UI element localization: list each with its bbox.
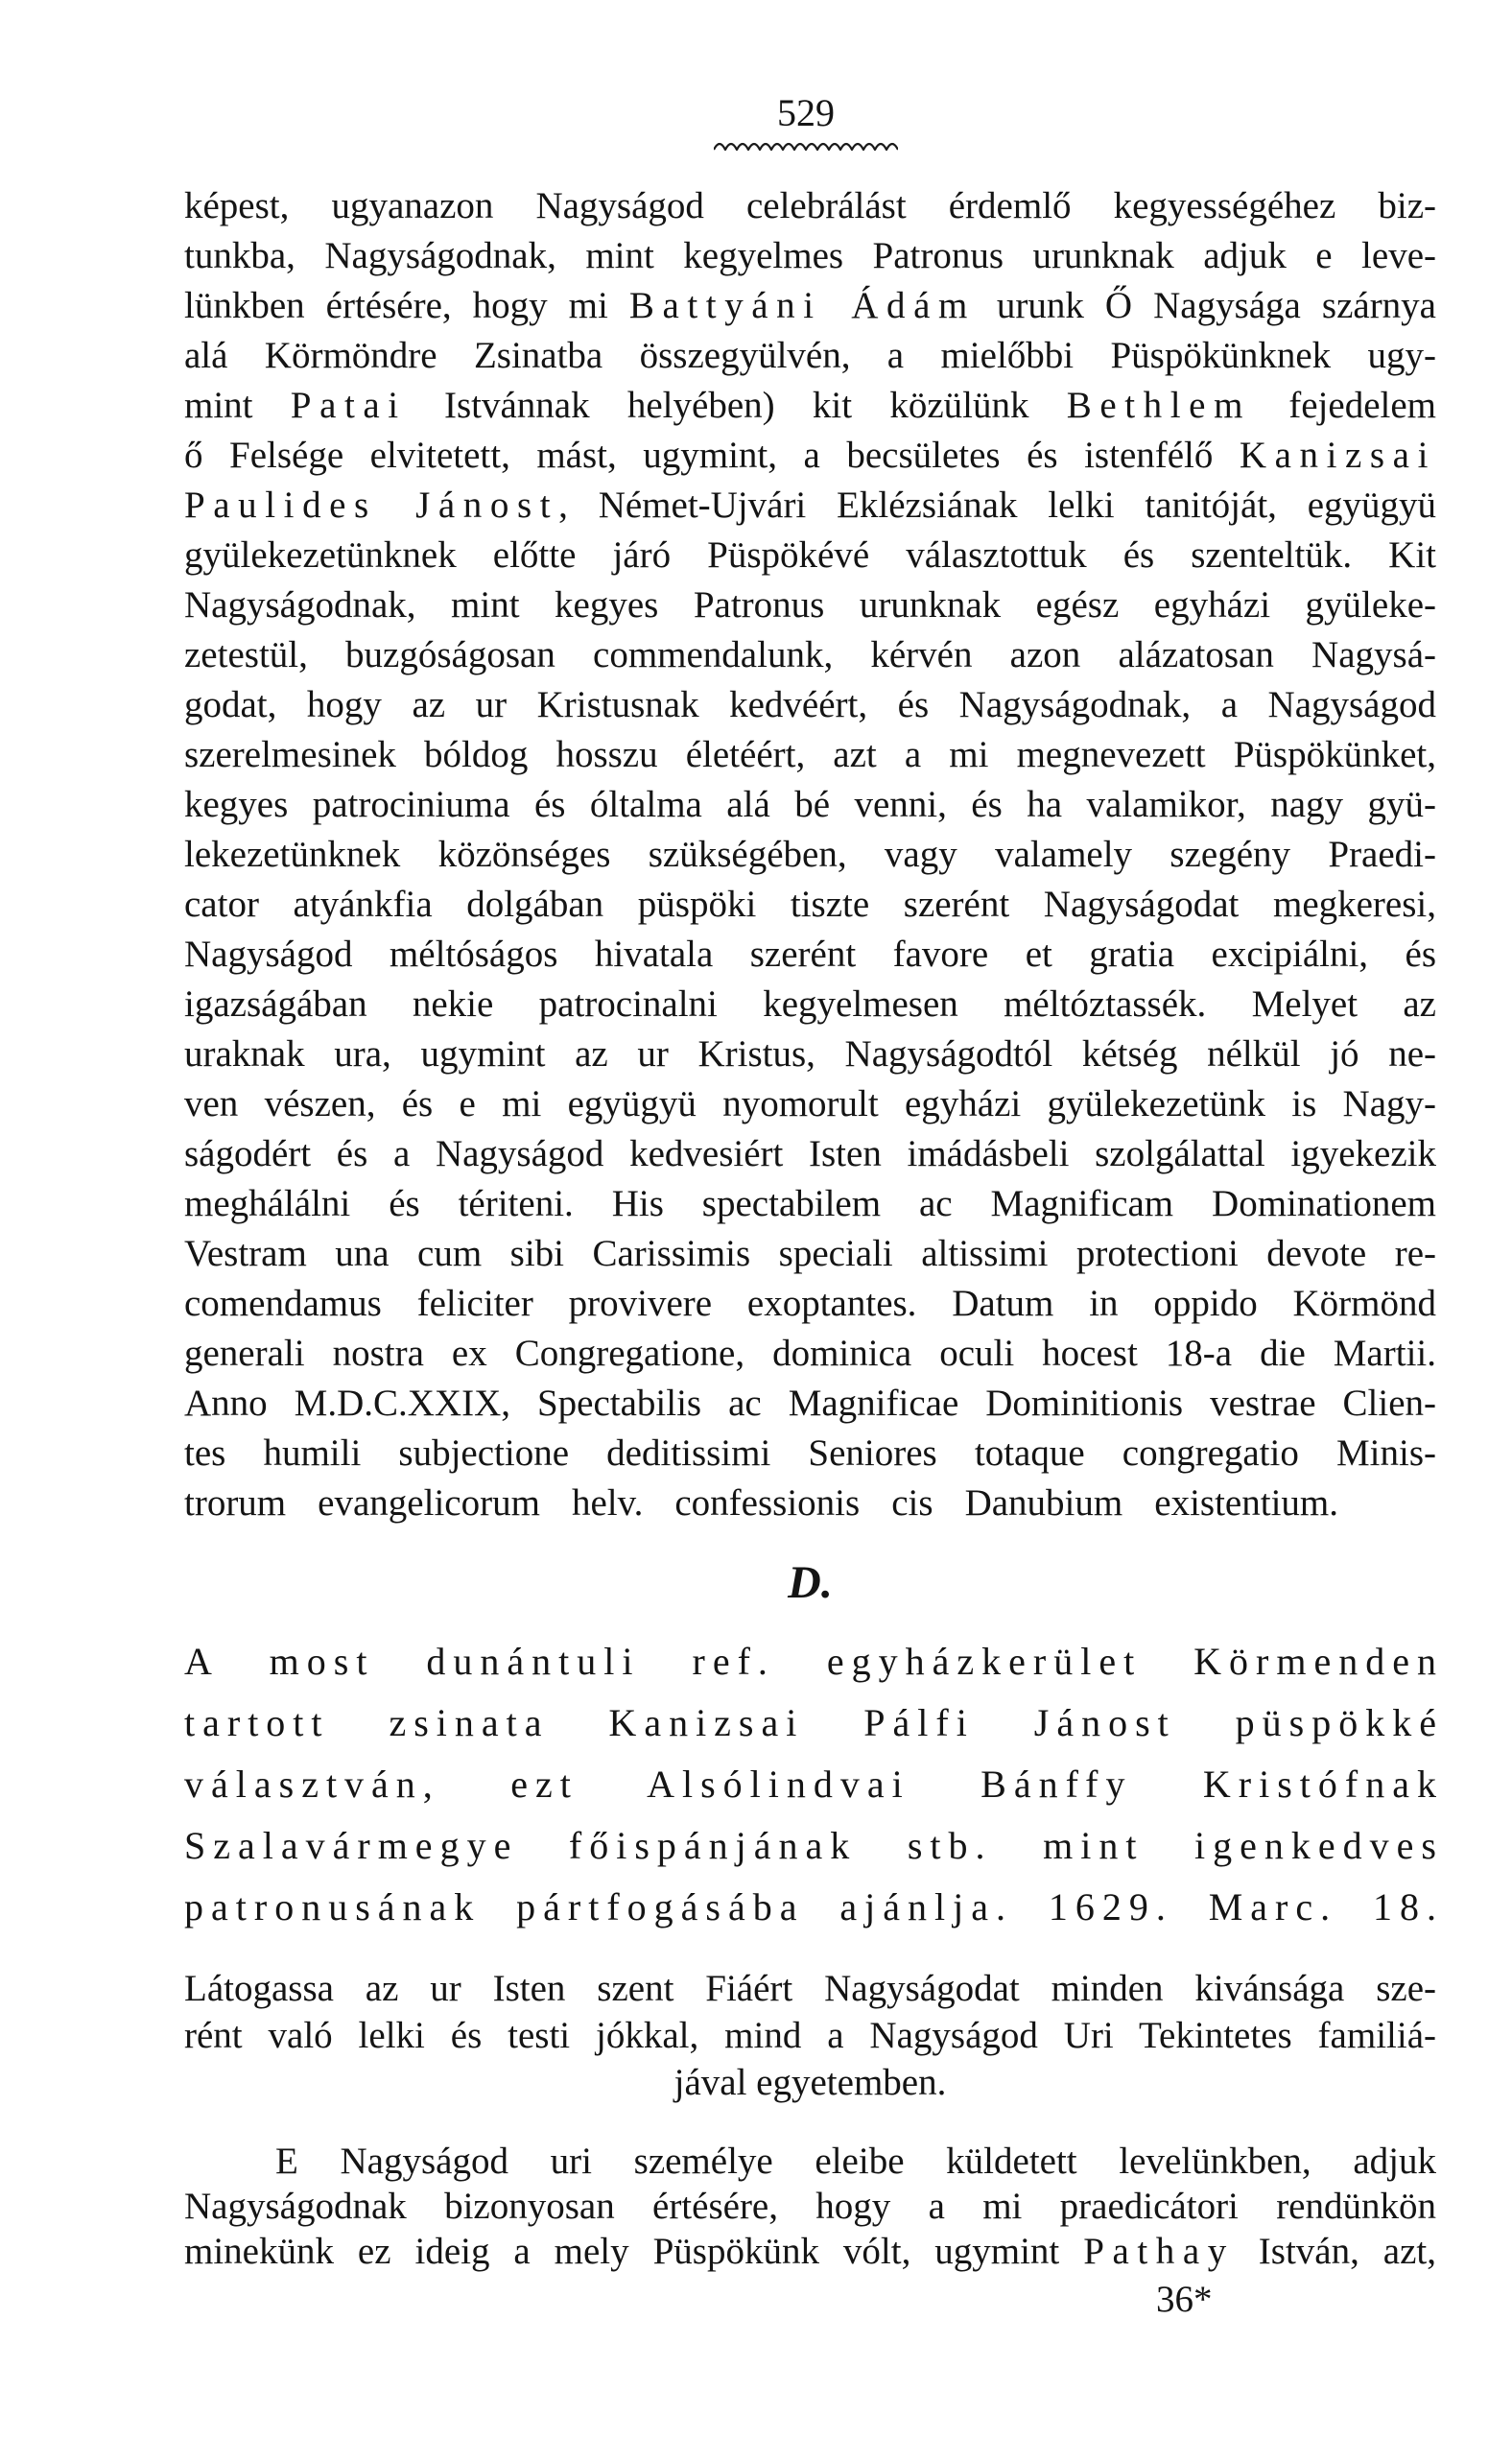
letter-body-paragraph bbox=[184, 2139, 1436, 2274]
page-number: 529 bbox=[777, 91, 835, 134]
text-line: comendamus feliciter provivere exoptantes. Datum in oppido Körmönd bbox=[184, 1283, 1436, 1324]
text-line: A most dunántuli ref. egyházkerület Körmenden bbox=[184, 1640, 1444, 1683]
text-line: szerelmesinek bóldog hosszu életéért, azt a mi megnevezett Püspökünket, bbox=[184, 734, 1436, 775]
text-line: tunkba, Nagyságodnak, mint kegyelmes Patronus urunknak adjuk e leve- bbox=[184, 235, 1436, 276]
text-line: Vestram una cum sibi Carissimis speciali altissimi protectioni devote re- bbox=[184, 1233, 1436, 1274]
text-line: tartott zsinata Kanizsai Pálfi Jánost püspökké bbox=[184, 1701, 1444, 1744]
text-line: képest, ugyanazon Nagyságod celebrálást érdemlő kegyességéhez biz- bbox=[184, 185, 1436, 226]
page-number-ornament bbox=[714, 137, 898, 153]
text-line bbox=[184, 431, 1436, 481]
text-line: Nagyságod méltóságos hivatala szerént favore et gratia excipiálni, és bbox=[184, 934, 1436, 975]
text-line: alá Körmöndre Zsinatba összegyülvén, a mielőbbi Püspökünknek ugy- bbox=[184, 335, 1436, 376]
text-line: trorum evangelicorum helv. confessionis cis Danubium existentium. bbox=[184, 1482, 1338, 1524]
text-line: meghálálni és tériteni. His spectabilem ac Magnificam Dominationem bbox=[184, 1183, 1436, 1224]
text-line: godat, hogy az ur Kristusnak kedvéért, és Nagyságodnak, a Nagyságod bbox=[184, 684, 1436, 725]
section-label: D. bbox=[788, 1557, 833, 1608]
text-segment: , Német-Ujvári Eklézsiának lelki tanitóját, együgyü bbox=[558, 485, 1436, 526]
document-heading bbox=[184, 1631, 1444, 1938]
emphasized-name: Kanizsai bbox=[1239, 435, 1436, 476]
text-line bbox=[184, 2229, 1436, 2274]
greeting-paragraph bbox=[184, 1965, 1436, 2106]
text-segment: fejedelem bbox=[1250, 385, 1436, 426]
text-line: uraknak ura, ugymint az ur Kristus, Nagyságodtól kétség nélkül jó ne- bbox=[184, 1033, 1436, 1075]
text-line: lekezetünknek közönséges szükségében, vagy valamely szegény Praedi- bbox=[184, 834, 1436, 875]
emphasized-name: Battyáni Ádám bbox=[628, 285, 976, 326]
text-line: rént való lelki és testi jókkal, mind a Nagyságod Uri Tekintetes familiá- bbox=[184, 2015, 1436, 2056]
text-segment: mint bbox=[184, 385, 291, 426]
emphasized-name: Patai bbox=[290, 385, 407, 426]
text-segment: Istvánnak helyében) kit közülünk bbox=[406, 385, 1067, 426]
text-line: jával egyetemben. bbox=[673, 2062, 947, 2103]
text-line: választván, ezt Alsólindvai Bánffy Kristófnak bbox=[184, 1763, 1444, 1806]
text-line: cator atyánkfia dolgában püspöki tiszte szerént Nagyságodat megkeresi, bbox=[184, 884, 1436, 925]
text-segment: urunk Ő Nagysága szárnya bbox=[975, 285, 1436, 326]
text-line: igazságában nekie patrocinalni kegyelmesen méltóztassék. Melyet az bbox=[184, 983, 1436, 1025]
text-segment: ő Felsége elvitetett, mást, ugymint, a becsületes és istenfélő bbox=[184, 435, 1240, 476]
text-line: ságodért és a Nagyságod kedvesiért Isten imádásbeli szolgálattal igyekezik bbox=[184, 1133, 1436, 1174]
text-line bbox=[184, 481, 1436, 531]
text-line: patronusának pártfogásába ajánlja. 1629. Marc. 18. bbox=[184, 1885, 1444, 1929]
text-line: generali nostra ex Congregatione, dominica oculi hocest 18-a die Martii. bbox=[184, 1333, 1436, 1374]
emphasized-name: Paulides Jánost bbox=[184, 485, 559, 526]
letter-continuation-paragraph bbox=[184, 181, 1436, 1528]
text-segment: István, azt, bbox=[1234, 2231, 1437, 2272]
text-line: E Nagyságod uri személye eleibe küldetett levelünkben, adjuk bbox=[275, 2141, 1436, 2182]
text-line: gyülekezetünknek előtte járó Püspökévé választottuk és szenteltük. Kit bbox=[184, 534, 1436, 576]
text-line: Látogassa az ur Isten szent Fiáért Nagyságodat minden kivánsága sze- bbox=[184, 1968, 1436, 2009]
text-segment: lünkben értésére, hogy mi bbox=[184, 285, 629, 326]
signature-mark: 36* bbox=[1156, 2279, 1213, 2320]
text-line bbox=[184, 381, 1436, 431]
text-line: Szalavármegye főispánjának stb. mint igenkedves bbox=[184, 1824, 1444, 1867]
text-line: kegyes patrociniuma és óltalma alá bé venni, és ha valamikor, nagy gyü- bbox=[184, 784, 1436, 825]
text-line: Anno M.D.C.XXIX, Spectabilis ac Magnificae Dominitionis vestrae Clien- bbox=[184, 1383, 1436, 1424]
text-line: tes humili subjectione deditissimi Seniores totaque congregatio Minis- bbox=[184, 1432, 1436, 1474]
text-line: ven vészen, és e mi együgyü nyomorult egyházi gyülekezetünk is Nagy- bbox=[184, 1083, 1436, 1124]
text-line: Nagyságodnak, mint kegyes Patronus urunknak egész egyházi gyüleke- bbox=[184, 584, 1436, 626]
emphasized-name: Bethlem bbox=[1066, 385, 1251, 426]
emphasized-name: Pathay bbox=[1083, 2231, 1235, 2272]
text-line: Nagyságodnak bizonyosan értésére, hogy a mi praedicátori rendünkön bbox=[184, 2186, 1436, 2227]
text-segment: minekünk ez ideig a mely Püspökünk vólt, ugymint bbox=[184, 2231, 1084, 2272]
text-line: zetestül, buzgóságosan commendalunk, kérvén azon alázatosan Nagysá- bbox=[184, 634, 1436, 675]
text-line bbox=[184, 281, 1436, 331]
